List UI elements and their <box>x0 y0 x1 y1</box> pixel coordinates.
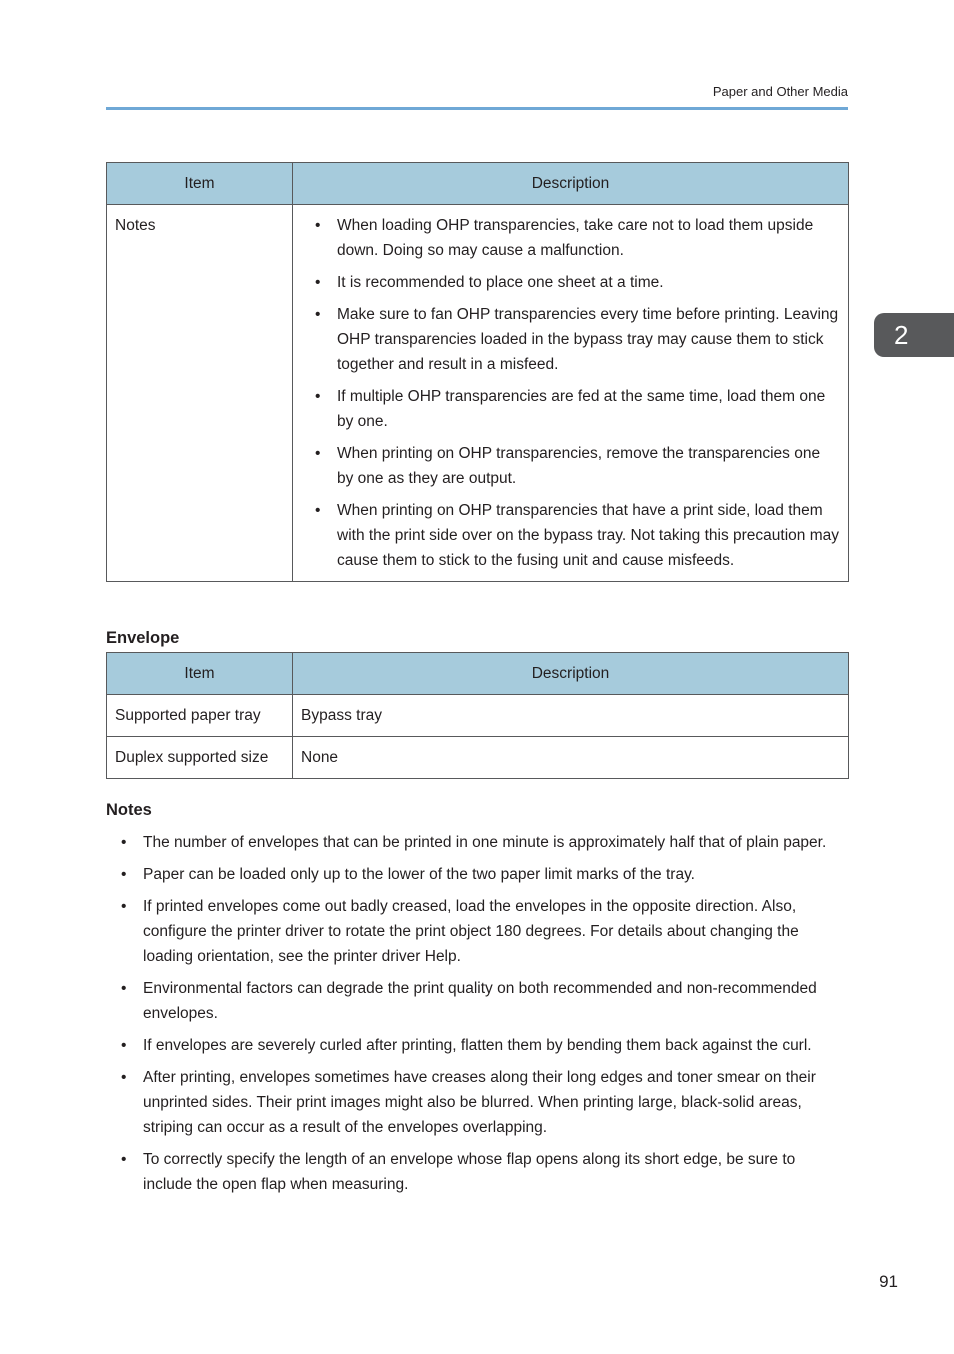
column-header-description: Description <box>293 163 849 205</box>
chapter-tab: 2 <box>874 313 954 357</box>
ohp-notes-table <box>106 162 849 582</box>
row-item-label: Supported paper tray <box>107 695 293 737</box>
row-description: Bypass tray <box>293 695 849 737</box>
list-item: • Paper can be loaded only up to the lower of the two paper limit marks of the tray. <box>106 862 848 887</box>
list-item: • When printing on OHP transparencies that have a print side, load them with the print side over on the bypass tray. Not taking this precaution may cause them to stick to the fusing unit and cause misfeeds. <box>301 498 840 573</box>
column-header-item: Item <box>107 653 293 695</box>
row-description: None <box>293 737 849 779</box>
list-item: • When printing on OHP transparencies, remove the transparencies one by one as they are output. <box>301 441 840 491</box>
row-description-cell <box>293 205 849 582</box>
row-item-label: Duplex supported size <box>107 737 293 779</box>
list-item: • If printed envelopes come out badly creased, load the envelopes in the opposite direction. Also, configure the printer driver to rotate the print object 180 degrees. For details about changing the loading orientation, see the printer driver Help. <box>106 894 848 969</box>
table-row <box>107 205 849 582</box>
list-item: • Environmental factors can degrade the print quality on both recommended and non-recommended envelopes. <box>106 976 848 1026</box>
table-row <box>107 695 849 737</box>
page-number: 91 <box>879 1272 898 1291</box>
column-header-item: Item <box>107 163 293 205</box>
list-item: • After printing, envelopes sometimes have creases along their long edges and toner smear on their unprinted sides. Their print images might also be blurred. When printing large, black-solid areas, striping can occur as a result of the envelopes overlapping. <box>106 1065 848 1140</box>
table-header-row <box>107 653 849 695</box>
envelope-table <box>106 652 849 779</box>
table-header-row <box>107 163 849 205</box>
notes-list <box>106 830 848 1204</box>
row-item-label: Notes <box>107 205 293 582</box>
list-item: • It is recommended to place one sheet at a time. <box>301 270 840 295</box>
list-item: • To correctly specify the length of an envelope whose flap opens along its short edge, be sure to include the open flap when measuring. <box>106 1147 848 1197</box>
envelope-heading: Envelope <box>106 629 180 647</box>
table-row <box>107 737 849 779</box>
list-item: • If envelopes are severely curled after printing, flatten them by bending them back against the curl. <box>106 1033 848 1058</box>
running-header-title: Paper and Other Media <box>712 84 848 99</box>
bullet-list <box>301 213 840 573</box>
notes-heading: Notes <box>106 801 152 819</box>
list-item: • When loading OHP transparencies, take care not to load them upside down. Doing so may cause a malfunction. <box>301 213 840 263</box>
list-item: • The number of envelopes that can be printed in one minute is approximately half that of plain paper. <box>106 830 848 855</box>
list-item: • If multiple OHP transparencies are fed at the same time, load them one by one. <box>301 384 840 434</box>
list-item: • Make sure to fan OHP transparencies every time before printing. Leaving OHP transparencies loaded in the bypass tray may cause them to stick together and result in a misfeed. <box>301 302 840 377</box>
column-header-description: Description <box>293 653 849 695</box>
header-rule <box>106 107 848 110</box>
